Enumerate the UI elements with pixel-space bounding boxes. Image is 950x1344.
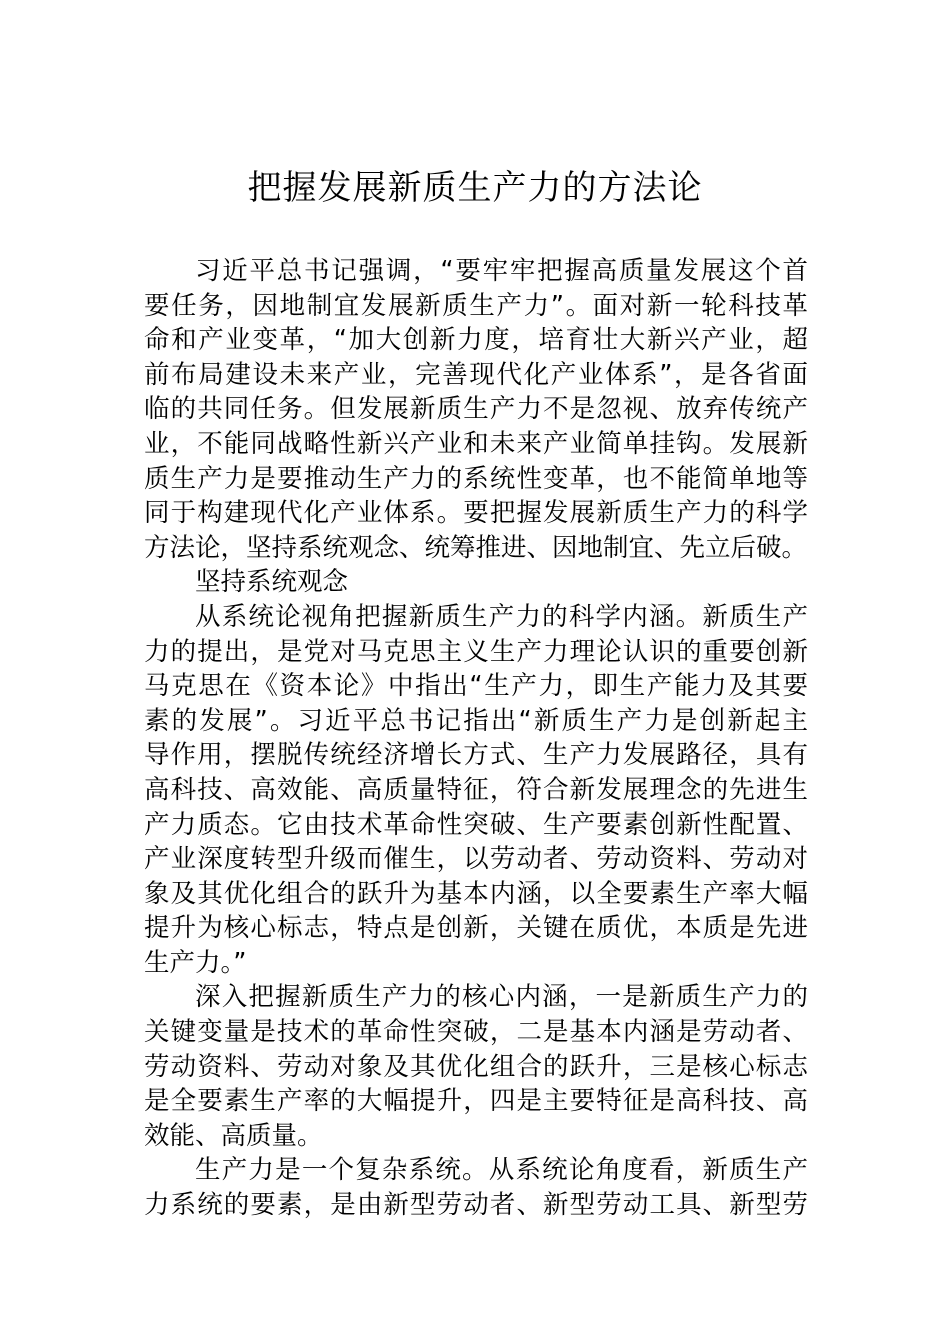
document-title: 把握发展新质生产力的方法论	[247, 168, 703, 208]
text-line: 临的共同任务。但发展新质生产力不是忽视、放弃传统产	[144, 394, 808, 425]
document-body	[144, 254, 808, 1223]
text-line: 马克思在《资本论》中指出“生产力，即生产能力及其要	[144, 671, 808, 702]
text-line: 效能、高质量。	[144, 1120, 323, 1151]
text-line: 力系统的要素，是由新型劳动者、新型劳动工具、新型劳	[144, 1190, 808, 1221]
text-line: 关键变量是技术的革命性突破，二是基本内涵是劳动者、	[144, 1017, 808, 1048]
text-line: 业，不能同战略性新兴产业和未来产业简单挂钩。发展新	[144, 428, 808, 459]
text-line: 同于构建现代化产业体系。要把握发展新质生产力的科学	[144, 498, 808, 529]
text-line: 要任务，因地制宜发展新质生产力”。面对新一轮科技革	[144, 290, 808, 321]
text-line: 习近平总书记强调，“要牢牢把握高质量发展这个首	[195, 256, 808, 286]
text-line: 方法论，坚持系统观念、统筹推进、因地制宜、先立后破。	[144, 532, 808, 563]
text-line: 深入把握新质生产力的核心内涵，一是新质生产力的	[195, 982, 808, 1013]
text-line: 象及其优化组合的跃升为基本内涵，以全要素生产率大幅	[144, 878, 808, 909]
text-line: 劳动资料、劳动对象及其优化组合的跃升，三是核心标志	[144, 1051, 808, 1082]
text-line: 生产力。”	[144, 947, 247, 978]
text-line: 产力质态。它由技术革命性突破、生产要素创新性配置、	[144, 809, 808, 840]
text-line: 高科技、高效能、高质量特征，符合新发展理念的先进生	[144, 774, 808, 805]
text-line: 前布局建设未来产业，完善现代化产业体系”，是各省面	[144, 359, 808, 390]
text-line: 素的发展”。习近平总书记指出“新质生产力是创新起主	[144, 705, 808, 736]
text-line: 导作用，摆脱传统经济增长方式、生产力发展路径，具有	[144, 740, 808, 771]
text-line: 命和产业变革，“加大创新力度，培育壮大新兴产业，超	[144, 325, 808, 356]
text-line: 是全要素生产率的大幅提升，四是主要特征是高科技、高	[144, 1086, 808, 1117]
text-line: 坚持系统观念	[195, 567, 349, 598]
text-line: 提升为核心标志，特点是创新，关键在质优，本质是先进	[144, 913, 808, 944]
text-line: 从系统论视角把握新质生产力的科学内涵。新质生产	[195, 601, 808, 632]
text-line: 力的提出，是党对马克思主义生产力理论认识的重要创新	[144, 636, 808, 667]
text-line: 生产力是一个复杂系统。从系统论角度看，新质生产	[195, 1155, 808, 1186]
text-line: 产业深度转型升级而催生，以劳动者、劳动资料、劳动对	[144, 844, 808, 875]
text-line: 质生产力是要推动生产力的系统性变革，也不能简单地等	[144, 463, 808, 494]
